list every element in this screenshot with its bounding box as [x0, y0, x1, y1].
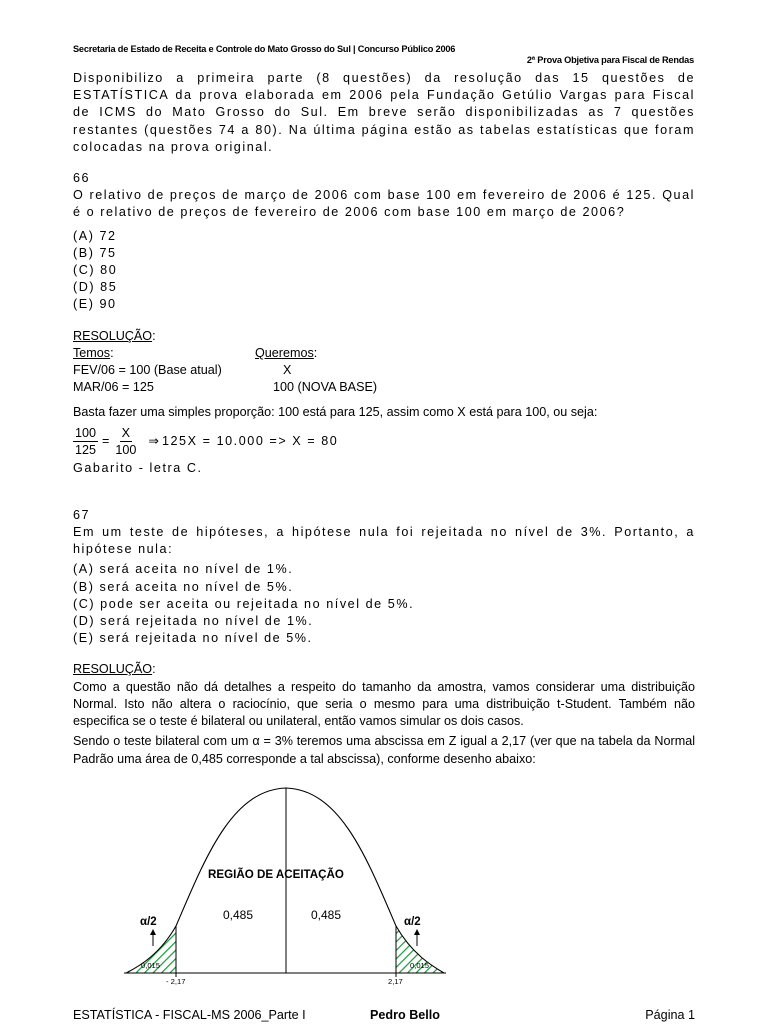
q67-option-a: (A) será aceita no nível de 1%.	[73, 562, 294, 577]
tail-right-label: 0,015	[410, 961, 430, 970]
region-label: REGIÃO DE ACEITAÇÃO	[208, 868, 344, 881]
alpha-right-label: α/2	[404, 916, 421, 928]
normal-distribution-figure	[120, 776, 450, 988]
page-content	[73, 70, 695, 768]
q66-options	[73, 228, 695, 314]
alpha-left-label: α/2	[140, 916, 157, 928]
left-area-label: 0,485	[223, 908, 254, 922]
fraction-right: $\frac{X}{100}$	[115, 425, 137, 457]
q67-number: 67	[73, 507, 91, 522]
q66-temos-row: Temos: Queremos:	[73, 345, 318, 360]
q67-option-c: (C) pode ser aceita ou rejeitada no nível de 5%.	[73, 596, 415, 611]
mar-line: MAR/06 = 125	[73, 380, 154, 395]
q67-resolution-p2: Sendo o teste bilateral com um α = 3% teremos uma abscissa em Z igual a 2,17 (ver que na tabela da Normal Padrão uma área de 0,485 corresponde a tal abscissa), conforme desenho abaixo:	[73, 734, 695, 766]
alpha-right-arrowhead-icon	[414, 929, 420, 935]
nova-base: 100 (NOVA BASE)	[273, 380, 378, 395]
q66-proportion-text: Basta fazer uma simples proporção: 100 está para 125, assim como X está para 100, ou seja:	[73, 405, 598, 420]
q66-option-d: (D) 85	[73, 280, 118, 295]
q66-answer: Gabarito - letra C.	[73, 460, 203, 475]
q67-option-e: (E) será rejeitada no nível de 5%.	[73, 631, 313, 646]
tick-left-label: - 2,17	[166, 977, 186, 986]
implies-arrow-icon: ⇒	[148, 434, 159, 449]
tail-left-label: 0,015	[141, 961, 161, 970]
q67-text: Em um teste de hipóteses, a hipótese nula foi rejeitada no nível de 3%. Portanto, a hipótese nula:	[73, 525, 695, 557]
q66-number: 66	[73, 171, 91, 186]
queremos-label: Queremos	[255, 345, 314, 360]
header-left: Secretaria de Estado de Receita e Controle do Mato Grosso do Sul | Concurso Público 2006	[73, 44, 456, 54]
q66-mar-row	[73, 379, 695, 396]
fraction-left: $\frac{100}{125}$	[75, 425, 97, 457]
footer-left: ESTATÍSTICA - FISCAL-MS 2006_Parte I	[73, 1008, 306, 1022]
equation-result: 125X = 10.000 => X = 80	[161, 434, 339, 449]
equals-sign: =	[102, 434, 110, 449]
footer-author: Pedro Bello	[370, 1008, 440, 1022]
q66-equation	[73, 424, 695, 460]
intro-paragraph: Disponibilizo a primeira parte (8 questões) da resolução das 15 questões de ESTATÍSTICA da prova elaborada em 2006 pela Fundação Getúlio Vargas para Fiscal de ICMS do Mato Grosso do Sul. Em breve serão disponibilizadas as 7 questões restantes (questões 74 a 80). Na última página estão as tabelas estatísticas que foram colocadas na prova original.	[73, 71, 695, 154]
q66-fev-row	[73, 362, 695, 379]
q67-option-d: (D) será rejeitada no nível de 1%.	[73, 614, 314, 629]
q67-resolution-p1: Como a questão não dá detalhes a respeito do tamanho da amostra, vamos considerar uma distribuição Normal. Isto não altera o raciocínio, que seria o mesmo para uma distribuição t-Student. Também não especifica se o teste é bilateral ou unilateral, então vamos simular os dois casos.	[73, 679, 695, 729]
x-value: X	[283, 363, 292, 378]
q66-option-e: (E) 90	[73, 297, 117, 312]
q67-option-b: (B) será aceita no nível de 5%.	[73, 579, 294, 594]
q66-option-c: (C) 80	[73, 263, 118, 278]
header-right: 2ª Prova Objetiva para Fiscal de Rendas	[526, 55, 694, 65]
footer-page: Página 1	[645, 1008, 695, 1022]
q66-text: O relativo de preços de março de 2006 com base 100 em fevereiro de 2006 é 125. Qual é o relativo de preços de fevereiro de 2006 com base 100 em março de 2006?	[73, 188, 695, 220]
tick-right-label: 2,17	[388, 977, 403, 986]
temos-label: Temos	[73, 345, 111, 360]
alpha-left-arrowhead-icon	[150, 929, 156, 935]
right-area-label: 0,485	[311, 908, 342, 922]
q66-option-b: (B) 75	[73, 245, 117, 260]
q66-option-a: (A) 72	[73, 228, 117, 243]
q66-resolution-heading: RESOLUÇÃO:	[73, 328, 156, 343]
q67-resolution-heading: RESOLUÇÃO:	[73, 662, 156, 677]
q67-options	[73, 561, 695, 647]
fev-line: FEV/06 = 100 (Base atual)	[73, 363, 222, 378]
